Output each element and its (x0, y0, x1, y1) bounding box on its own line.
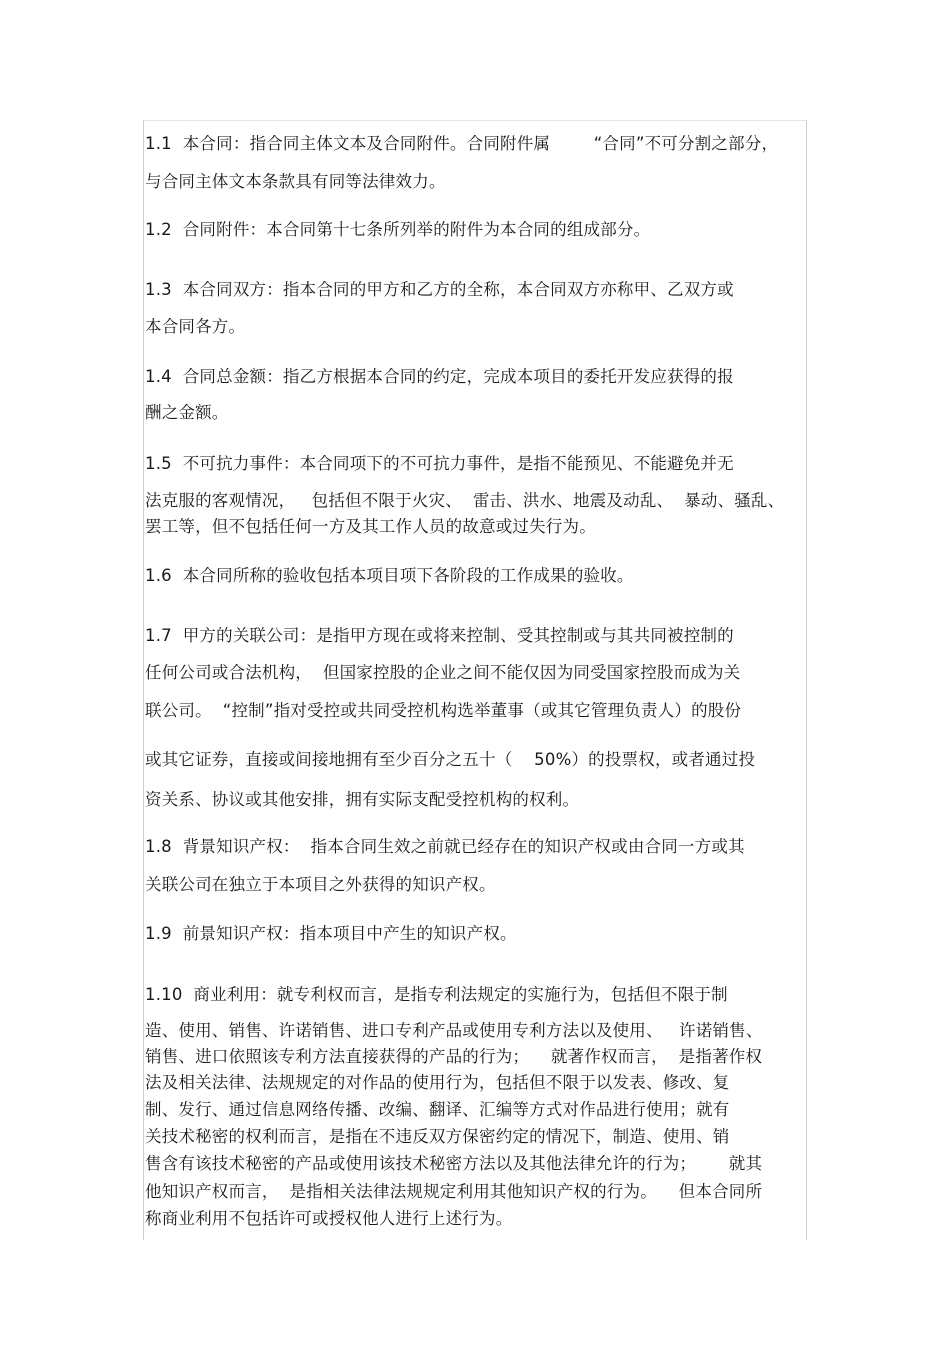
frame-right-border (806, 120, 807, 1240)
clause-1-10-line-8: 他知识产权而言， 是指相关法律法规规定利用其他知识产权的行为。 但本合同所 (145, 1182, 763, 1201)
clause-1-3-line-2: 本合同各方。 (145, 317, 246, 336)
clause-1-8-line-2: 关联公司在独立于本项目之外获得的知识产权。 (145, 875, 496, 894)
clause-1-1-line-2: 与合同主体文本条款具有同等法律效力。 (145, 172, 446, 191)
clause-1-10-line-3: 销售、进口依照该专利方法直接获得的产品的行为； 就著作权而言， 是指著作权 (145, 1047, 763, 1066)
clause-1-7-line-4: 或其它证券，直接或间接地拥有至少百分之五十（ 50%）的投票权，或者通过投 (145, 750, 756, 769)
clause-1-10-line-7: 售含有该技术秘密的产品或使用该技术秘密方法以及其他法律允许的行为； 就其 (145, 1154, 763, 1173)
clause-1-10-line-1: 1.10 商业利用：就专利权而言，是指专利法规定的实施行为，包括但不限于制 (145, 985, 728, 1004)
clause-1-5-line-2: 法克服的客观情况， 包括但不限于火灾、 雷击、洪水、地震及动乱、 暴动、骚乱、 (145, 491, 785, 510)
clause-1-8-line-1: 1.8 背景知识产权： 指本合同生效之前就已经存在的知识产权或由合同一方或其 (145, 837, 745, 856)
clause-1-7-line-5: 资关系、协议或其他安排，拥有实际支配受控机构的权利。 (145, 790, 580, 809)
clause-1-10-line-4: 法及相关法律、法规规定的对作品的使用行为，包括但不限于以发表、修改、复 (145, 1073, 730, 1092)
clause-1-7-line-1: 1.7 甲方的关联公司：是指甲方现在或将来控制、受其控制或与其共同被控制的 (145, 626, 734, 645)
clause-1-4-line-2: 酬之金额。 (145, 403, 229, 422)
frame-left-border (143, 120, 144, 1240)
clause-1-7-line-2: 任何公司或合法机构， 但国家控股的企业之间不能仅因为同受国家控股而成为关 (145, 663, 741, 682)
clause-1-10-line-5: 制、发行、通过信息网络传播、改编、翻译、汇编等方式对作品进行使用；就有 (145, 1100, 730, 1119)
clause-1-6-line-1: 1.6 本合同所称的验收包括本项目项下各阶段的工作成果的验收。 (145, 566, 634, 585)
clause-1-10-line-6: 关技术秘密的权利而言，是指在不违反双方保密约定的情况下，制造、使用、销 (145, 1127, 730, 1146)
clause-1-1-line-1: 1.1 本合同：指合同主体文本及合同附件。合同附件属 “合同”不可分割之部分， (145, 134, 779, 153)
clause-1-5-line-1: 1.5 不可抗力事件：本合同项下的不可抗力事件，是指不能预见、不能避免并无 (145, 454, 734, 473)
clause-1-10-line-2: 造、使用、销售、许诺销售、进口专利产品或使用专利方法以及使用、 许诺销售、 (145, 1021, 763, 1040)
clause-1-9-line-1: 1.9 前景知识产权：指本项目中产生的知识产权。 (145, 924, 517, 943)
frame-top-border (143, 120, 807, 121)
clause-1-2-line-1: 1.2 合同附件：本合同第十七条所列举的附件为本合同的组成部分。 (145, 220, 651, 239)
clause-1-5-line-3: 罢工等，但不包括任何一方及其工作人员的故意或过失行为。 (145, 517, 596, 536)
clause-1-4-line-1: 1.4 合同总金额：指乙方根据本合同的约定，完成本项目的委托开发应获得的报 (145, 367, 734, 386)
clause-1-3-line-1: 1.3 本合同双方：指本合同的甲方和乙方的全称，本合同双方亦称甲、乙双方或 (145, 280, 734, 299)
clause-1-10-line-9: 称商业利用不包括许可或授权他人进行上述行为。 (145, 1209, 513, 1228)
clause-1-7-line-3: 联公司。 “控制”指对受控或共同受控机构选举董事（或其它管理负责人）的股份 (145, 701, 742, 720)
